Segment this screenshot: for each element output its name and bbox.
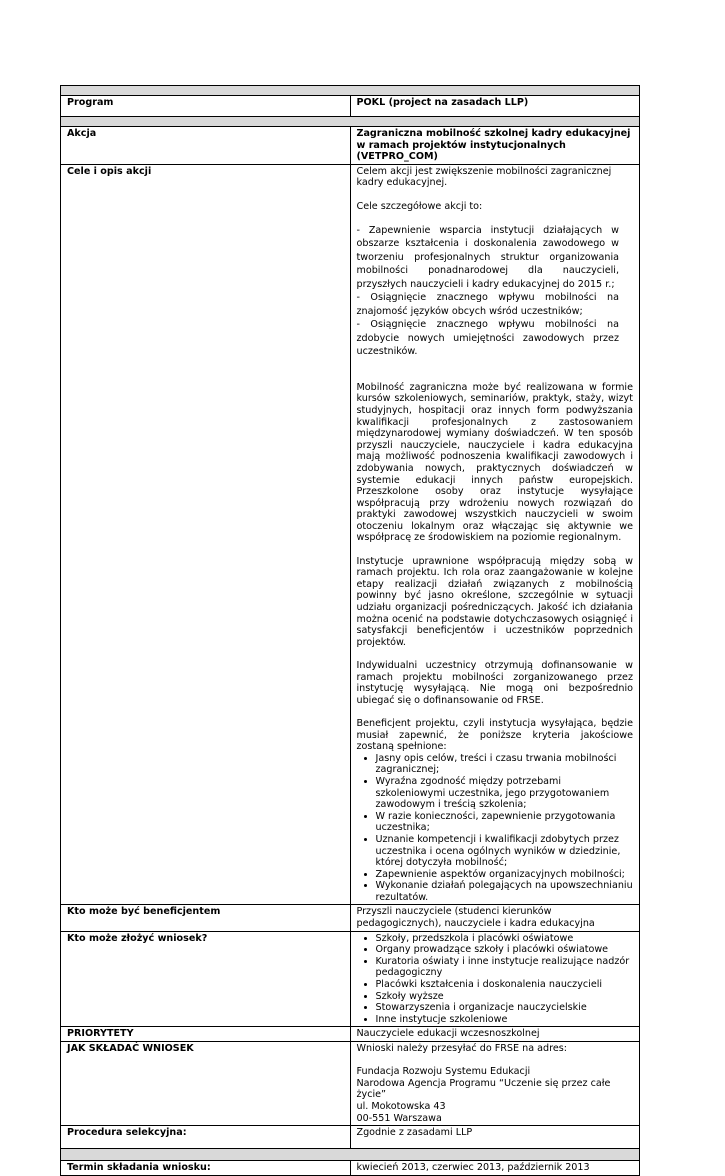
cele-intro: Celem akcji jest zwiększenie mobilności zagranicznej kadry edukacyjnej. bbox=[356, 165, 612, 189]
row-procedura bbox=[61, 1126, 640, 1149]
jak-intro: Wnioski należy przesyłać do FRSE na adres: bbox=[356, 1043, 567, 1054]
list-item: • Inne instytucje szkoleniowe bbox=[376, 1014, 634, 1026]
row-program bbox=[61, 96, 640, 117]
list-item: • Szkoły, przedszkola i placówki oświatowe bbox=[376, 933, 634, 945]
list-item: • Stowarzyszenia i organizacje nauczycielskie bbox=[376, 1002, 634, 1014]
row-cele bbox=[61, 164, 640, 905]
label-wniosek: Kto może złożyć wniosek? bbox=[61, 931, 351, 1027]
cele-paragraph: Instytucje uprawnione współpracują między sobą w ramach projektu. Ich rola oraz zaangażowanie w kolejne etapy realizacji działań związanych z mobilnością powinny być jasno określone, szczególnie w sytuacji udziału organizacji pośredniczących. Jakość ich działania można ocenić na podstawie dotychczasowych osiągnięć i satysfakcji beneficjentów i uczestników poprzednich projektów. bbox=[356, 555, 633, 648]
cele-paragraph: Mobilność zagraniczna może być realizowana w formie kursów szkoleniowych, seminariów, praktyk, staży, wizyt studyjnych, hospitacji oraz innych form podwyższania kwalifikacji profesjonalnych z zastosowaniem międzynarodowej wymiany doświadczeń. W ten sposób przyszli nauczyciele, nauczyciele i kadra edukacyjna mają możliwość podnoszenia kwalifikacji zawodowych i zdobywania nowych, praktycznych doświadczeń w systemie edukacji innych państw europejskich. Przeszkolone osoby oraz instytucje wysyłające współpracują przy wdrożeniu nowych rozwiązań do praktyki zawodowej wszystkich nauczycieli w swoim otoczeniu lokalnym oraz włączając się aktywnie we współpracę ze środowiskiem na poziomie regionalnym. bbox=[356, 381, 633, 544]
list-item: • Zapewnienie aspektów organizacyjnych mobilności; bbox=[376, 869, 634, 881]
list-item: • Organy prowadzące szkoły i placówki oświatowe bbox=[376, 944, 634, 956]
address-line: Fundacja Rozwoju Systemu Edukacji bbox=[356, 1066, 531, 1078]
cele-specific-heading: Cele szczegółowe akcji to: bbox=[356, 200, 483, 212]
list-item: • Jasny opis celów, treści i czasu trwania mobilności zagranicznej; bbox=[376, 753, 634, 776]
address-line: ul. Mokotowska 43 bbox=[356, 1100, 446, 1112]
list-item: • Wykonanie działań polegających na upowszechnianiu rezultatów. bbox=[376, 880, 634, 903]
label-program: Program bbox=[61, 96, 351, 117]
label-termin: Termin składania wniosku: bbox=[61, 1161, 351, 1176]
spacer-row bbox=[61, 86, 640, 96]
applicant-list bbox=[357, 933, 634, 1026]
cele-goal: - Zapewnienie wsparcia instytucji działających w obszarze kształcenia i doskonalenia zawodowego w tworzeniu profesjonalnych struktur organizowania mobilności ponadnarodowej dla nauczycieli, przyszłych nauczycieli i kadry edukacyjnej do 2015 r.; bbox=[356, 224, 619, 290]
value-cele bbox=[350, 164, 640, 905]
value-akcja: Zagraniczna mobilność szkolnej kadry edukacyjnej w ramach projektów instytucjonalnych (VETPRO_COM) bbox=[350, 127, 640, 165]
row-wniosek bbox=[61, 931, 640, 1027]
cele-paragraph: Indywidualni uczestnicy otrzymują dofinansowanie w ramach projektu mobilności zorganizowanego przez instytucję wysyłającą. Nie mogą oni bezpośrednio ubiegać się o dofinansowanie od FRSE. bbox=[356, 660, 633, 706]
cele-criteria-intro: Beneficjent projektu, czyli instytucja wysyłająca, będzie musiał zapewnić, że poniższe kryteria jakościowe zostaną spełnione: bbox=[356, 717, 633, 753]
list-item: • W razie konieczności, zapewnienie przygotowania uczestnika; bbox=[376, 811, 634, 834]
list-item: • Kuratoria oświaty i inne instytucje realizujące nadzór pedagogiczny bbox=[376, 956, 634, 979]
row-beneficjent bbox=[61, 905, 640, 931]
value-termin: kwiecień 2013, czerwiec 2013, październik 2013 bbox=[350, 1161, 640, 1176]
spacer-row bbox=[61, 1149, 640, 1161]
value-program: POKL (project na zasadach LLP) bbox=[350, 96, 640, 117]
row-jak bbox=[61, 1042, 640, 1126]
row-priorytety bbox=[61, 1027, 640, 1042]
address-line: 00-551 Warszawa bbox=[356, 1112, 442, 1124]
label-procedura: Procedura selekcyjna: bbox=[61, 1126, 351, 1149]
list-item: • Placówki kształcenia i doskonalenia nauczycieli bbox=[376, 979, 634, 991]
criteria-list bbox=[357, 753, 634, 904]
label-akcja: Akcja bbox=[61, 127, 351, 165]
list-item: • Wyraźna zgodność między potrzebami szkoleniowymi uczestnika, jego przygotowaniem zawodowym i treścią szkolenia; bbox=[376, 776, 634, 811]
label-beneficjent: Kto może być beneficjentem bbox=[61, 905, 351, 931]
row-termin bbox=[61, 1161, 640, 1176]
value-procedura: Zgodnie z zasadami LLP bbox=[350, 1126, 640, 1149]
spacer-row bbox=[61, 117, 640, 127]
cele-goal: - Osiągnięcie znacznego wpływu mobilności na znajomość języków obcych wśród uczestników; bbox=[356, 292, 619, 317]
program-info-table bbox=[60, 85, 640, 1176]
cele-goal: - Osiągnięcie znacznego wpływu mobilności na zdobycie nowych umiejętności zawodowych przez uczestników. bbox=[356, 319, 619, 358]
value-wniosek bbox=[350, 931, 640, 1027]
row-akcja bbox=[61, 127, 640, 165]
label-priorytety: PRIORYTETY bbox=[61, 1027, 351, 1042]
label-jak: JAK SKŁADAĆ WNIOSEK bbox=[61, 1042, 351, 1126]
list-item: • Uznanie kompetencji i kwalifikacji zdobytych przez uczestnika i ocena ogólnych wyników w dziedzinie, której dotyczyła mobilność; bbox=[376, 834, 634, 869]
label-cele: Cele i opis akcji bbox=[61, 164, 351, 905]
value-priorytety: Nauczyciele edukacji wczesnoszkolnej bbox=[350, 1027, 640, 1042]
value-beneficjent: Przyszli nauczyciele (studenci kierunków pedagogicznych), nauczyciele i kadra edukacyjna bbox=[350, 905, 640, 931]
list-item: • Szkoły wyższe bbox=[376, 991, 634, 1003]
address-line: Narodowa Agencja Programu “Uczenie się przez całe życie” bbox=[356, 1077, 611, 1101]
value-jak bbox=[350, 1042, 640, 1126]
